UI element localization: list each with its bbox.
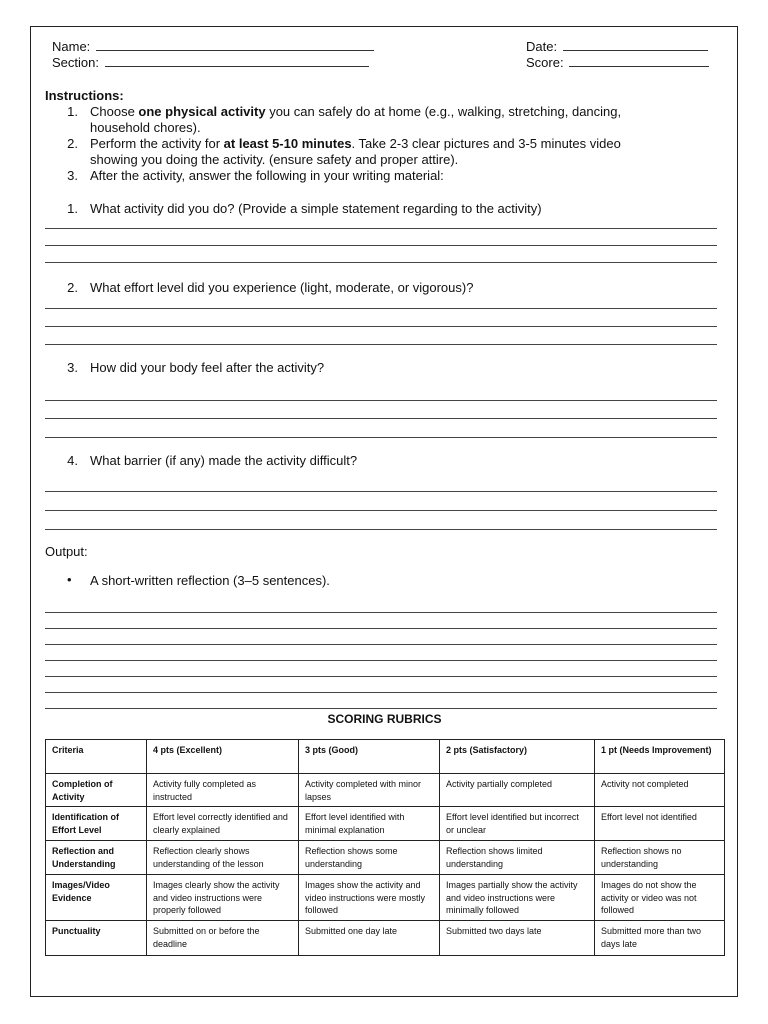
answer-line[interactable] [45,228,717,229]
answer-line[interactable] [45,245,717,246]
rubric-cell: Submitted more than two days late [595,921,725,956]
rubric-cell: Images partially show the activity and video instructions were minimally followed [440,875,595,921]
score-field[interactable] [526,55,709,70]
table-row [46,875,725,921]
rubric-header-cell: 3 pts (Good) [299,740,440,774]
rubric-table [45,739,725,956]
answer-line[interactable] [45,510,717,511]
answer-line[interactable] [45,529,717,530]
rubric-cell: Reflection shows no understanding [595,841,725,875]
rubric-cell: Submitted on or before the deadline [147,921,299,956]
rubric-header-cell: Criteria [46,740,147,774]
rubric-criteria-cell: Images/Video Evidence [46,875,147,921]
rubric-cell: Submitted one day late [299,921,440,956]
rubric-cell: Activity completed with minor lapses [299,774,440,807]
answer-line[interactable] [45,400,717,401]
rubric-cell: Images show the activity and video instructions were mostly followed [299,875,440,921]
answer-line[interactable] [45,344,717,345]
name-blank[interactable] [96,39,374,51]
rubric-cell: Effort level identified with minimal explanation [299,807,440,841]
output-bullet-text: A short-written reflection (3–5 sentences). [90,573,330,588]
answer-line[interactable] [45,628,717,629]
answer-line[interactable] [45,644,717,645]
rubric-cell: Activity fully completed as instructed [147,774,299,807]
score-blank[interactable] [569,55,709,67]
rubric-cell: Submitted two days late [440,921,595,956]
rubric-cell: Effort level correctly identified and clearly explained [147,807,299,841]
name-field[interactable] [52,39,374,54]
rubric-criteria-cell: Punctuality [46,921,147,956]
section-field[interactable] [52,55,369,70]
rubric-header-row [46,740,725,774]
table-row [46,774,725,807]
rubric-cell: Reflection shows limited understanding [440,841,595,875]
answer-line[interactable] [45,308,717,309]
rubric-cell: Activity partially completed [440,774,595,807]
bullet-icon: • [67,572,72,587]
rubric-cell: Images clearly show the activity and video instructions were properly followed [147,875,299,921]
answer-line[interactable] [45,660,717,661]
rubric-cell: Effort level not identified [595,807,725,841]
answer-line[interactable] [45,326,717,327]
rubric-criteria-cell: Reflection and Understanding [46,841,147,875]
date-field[interactable] [526,39,708,54]
output-label: Output: [45,544,88,559]
answer-line[interactable] [45,491,717,492]
answer-line[interactable] [45,418,717,419]
score-label: Score: [526,55,564,70]
answer-line[interactable] [45,612,717,613]
instructions-title: Instructions: [45,88,124,103]
rubric-criteria-cell: Identification of Effort Level [46,807,147,841]
table-row [46,807,725,841]
answer-line[interactable] [45,708,717,709]
rubric-header-cell: 4 pts (Excellent) [147,740,299,774]
section-label: Section: [52,55,99,70]
answer-line[interactable] [45,692,717,693]
rubric-cell: Effort level identified but incorrect or unclear [440,807,595,841]
table-row [46,841,725,875]
rubric-criteria-cell: Completion of Activity [46,774,147,807]
date-label: Date: [526,39,558,54]
date-blank[interactable] [563,39,708,51]
rubric-title: SCORING RUBRICS [327,712,442,726]
rubric-cell: Reflection clearly shows understanding of the lesson [147,841,299,875]
answer-line[interactable] [45,676,717,677]
rubric-cell: Activity not completed [595,774,725,807]
rubric-header-cell: 1 pt (Needs Improvement) [595,740,725,774]
table-row [46,921,725,956]
rubric-header-cell: 2 pts (Satisfactory) [440,740,595,774]
section-blank[interactable] [105,55,369,67]
answer-line[interactable] [45,437,717,438]
rubric-cell: Reflection shows some understanding [299,841,440,875]
answer-line[interactable] [45,262,717,263]
rubric-cell: Images do not show the activity or video was not followed [595,875,725,921]
name-label: Name: [52,39,91,54]
